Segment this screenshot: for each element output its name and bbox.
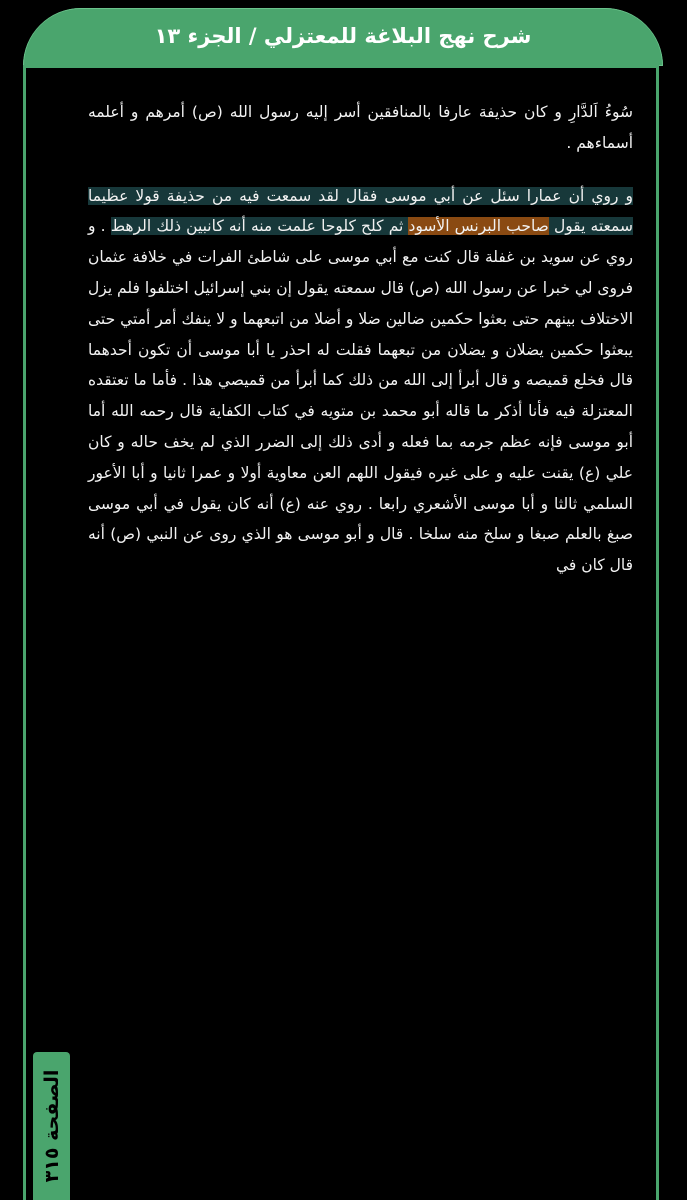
highlighted-text-orange[interactable]: صاحب البرنس الأسود [408,217,549,236]
highlight-text-after: ثم كلح كلوحا علمت منه أنه كانبين ذلك الرهط [110,217,409,236]
paragraph-text: . و روي عن سويد بن غفلة قال كنت مع أبي موسى على شاطئ الفرات في خلافة عثمان فروى لي خبرا عن رسول الله (ص) قال سمعته يقول إن بني إسرائيل اختلفوا فلم يزل الاختلاف بينهم حتى بعثوا حكمين ضالين ضلا و أضلا من اتبعهما و لا ينفك أمر أمتي حتى يبعثوا حكمين يضلان و يضلان من تبعهما فقلت له احذر يا أبا موسى أن تكون أحدهما قال فخلع قميصه و قال أبرأ إلى الله من ذلك كما أبرأ من قميصي هذا . فأما ما تعتقده المعتزلة فيه فأنا أذكر ما قاله أبو محمد بن متويه في كتاب الكفاية قال رحمه الله أما أبو موسى فإنه عظم جرمه بما فعله و أدى ذلك إلى الضرر الذي لم يخف حاله و كان علي (ع) يقنت عليه و على غيره فيقول اللهم العن معاوية أولا و عمرا ثانيا و أبا الأعور السلمي ثالثا و أبا موسى الأشعري رابعا . روي عنه (ع) أنه كان يقول في أبي موسى صبغ بالعلم صبغا و سلخ منه سلخا . قال و أبو موسى هو الذي روى عن النبي (ص) أنه قال كان في [88,217,633,575]
paragraph: سُوءُ اَلدَّارِ و كان حذيفة عارفا بالمنافقين أسر إليه رسول الله (ص) أمرهم و أعلمه أسماءهم . [88,103,633,152]
highlight-text-before: و روي أن عمارا سئل عن أبي موسى فقال لقد سمعت فيه من حذيفة قولا عظيما سمعته يقول [88,186,633,236]
header-title: شرح نهج البلاغة للمعتزلي / الجزء ١٣ [154,24,532,48]
highlighted-text[interactable] [88,187,633,236]
paragraph [88,181,633,581]
page-number: الصفحة ٣١٥ [40,1069,63,1183]
page-number-tab [33,1052,70,1200]
book-text[interactable] [88,97,633,581]
chapter-header [23,8,663,66]
